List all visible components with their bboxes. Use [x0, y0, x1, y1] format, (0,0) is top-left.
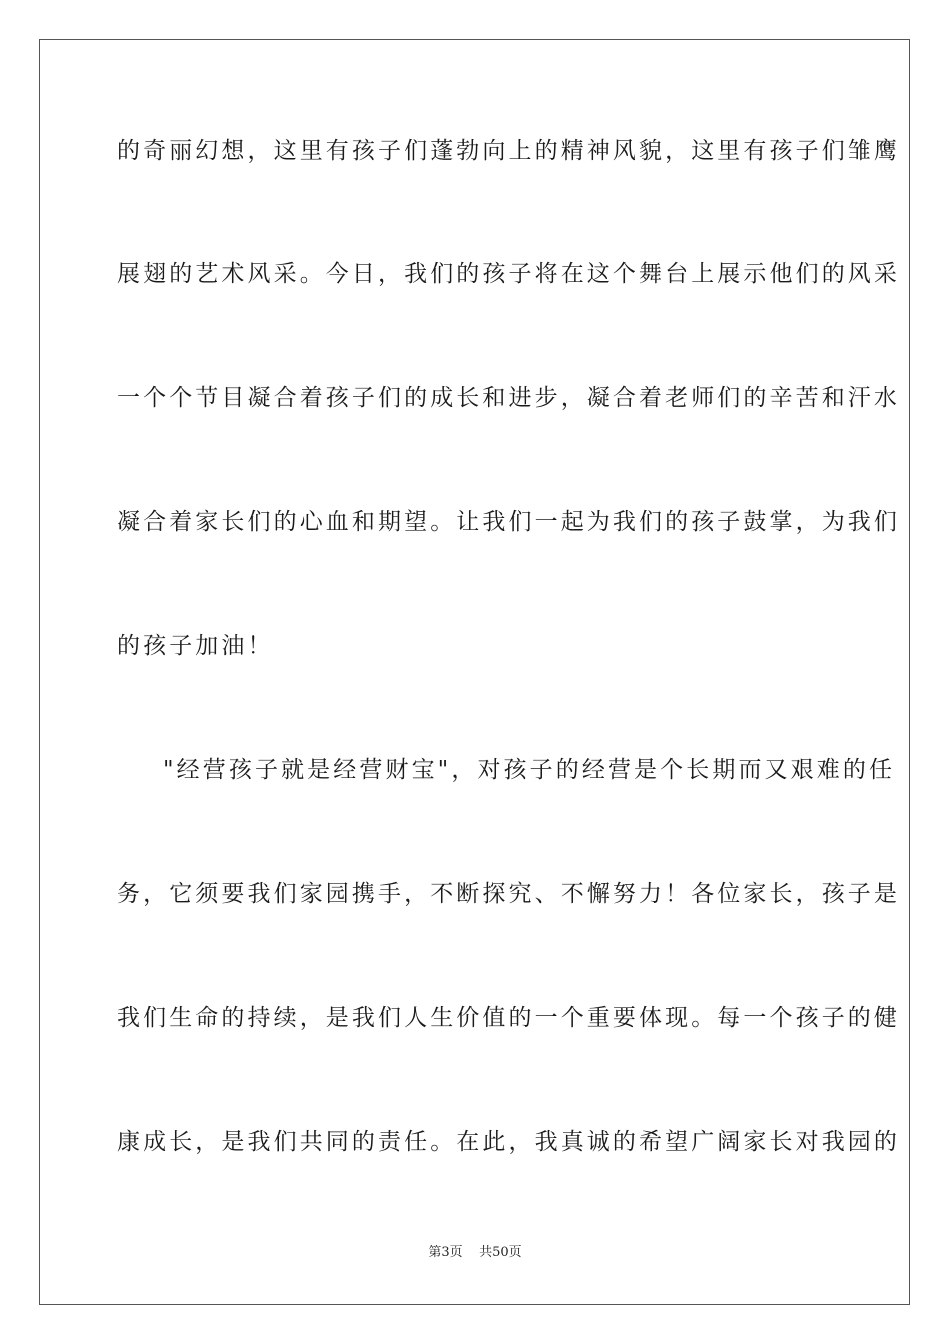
text-line-8: 我们生命的持续，是我们人生价值的一个重要体现。每一个孩子的健 — [117, 1005, 900, 1031]
text-line-7: 务，它须要我们家园携手，不断探究、不懈努力！各位家长，孩子是 — [117, 881, 900, 907]
page-border — [39, 39, 910, 1305]
page-total: 共50页 — [479, 1245, 522, 1260]
text-line-3: 一个个节目凝合着孩子们的成长和进步，凝合着老师们的辛苦和汗水 — [117, 385, 900, 411]
text-line-2: 展翅的艺术风采。今日，我们的孩子将在这个舞台上展示他们的风采 — [117, 261, 900, 287]
text-line-5: 的孩子加油！ — [117, 633, 274, 659]
text-line-9: 康成长，是我们共同的责任。在此，我真诚的希望广阔家长对我园的 — [117, 1129, 900, 1155]
page-number: 第3页 — [428, 1245, 463, 1260]
text-line-4: 凝合着家长们的心血和期望。让我们一起为我们的孩子鼓掌，为我们 — [117, 509, 900, 535]
paragraph-first-line: "经营孩子就是经营财宝"，对孩子的经营是个长期而又艰难的任 — [163, 757, 896, 783]
page-footer — [0, 1245, 950, 1261]
text-line-1: 的奇丽幻想，这里有孩子们蓬勃向上的精神风貌，这里有孩子们雏鹰 — [117, 138, 900, 164]
